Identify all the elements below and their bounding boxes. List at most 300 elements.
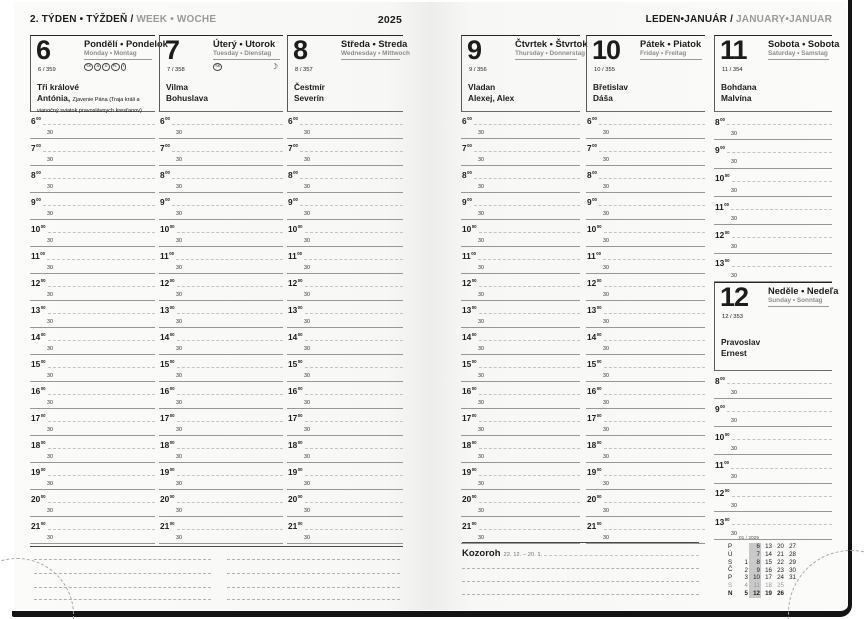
hour-label: $17^{00}$ xyxy=(587,413,602,424)
hour-row xyxy=(714,512,832,526)
name-days xyxy=(468,82,577,104)
hour-row xyxy=(714,169,832,183)
hour-label: $13^{00}$ xyxy=(715,516,730,527)
holiday-badge-row xyxy=(84,62,152,71)
hour-writing-line xyxy=(604,232,705,233)
half-hour-row xyxy=(714,470,832,484)
mini-calendar-date xyxy=(737,543,749,551)
hour-label: $7^{00}$ xyxy=(160,143,170,154)
half-hour-label: 30 xyxy=(47,507,53,514)
hour-minutes: 00 xyxy=(720,403,725,409)
zodiac-row xyxy=(462,548,699,559)
half-hour-row xyxy=(30,396,155,410)
hour-row xyxy=(159,139,283,153)
half-hour-label: 30 xyxy=(478,507,484,514)
hour-writing-line xyxy=(732,266,832,267)
hour-label: $19^{00}$ xyxy=(462,467,477,478)
day-ordinal: 11 / 354 xyxy=(722,67,743,73)
half-hour-row xyxy=(461,234,580,248)
hour-row xyxy=(461,139,580,153)
hour-minutes: 00 xyxy=(471,251,477,257)
hour-row xyxy=(714,112,832,126)
half-hour-row xyxy=(159,234,283,248)
notes-line xyxy=(227,587,400,588)
hour-label: $17^{00}$ xyxy=(31,413,46,424)
half-hour-label: 30 xyxy=(304,237,310,244)
half-hour-row xyxy=(30,450,155,464)
hour-minutes: 00 xyxy=(467,170,472,176)
half-hour-row xyxy=(287,504,403,518)
hour-row xyxy=(586,220,705,234)
half-hour-label: 30 xyxy=(731,244,737,251)
hour-minutes: 00 xyxy=(297,413,303,419)
hour-writing-line xyxy=(177,394,283,395)
hour-row xyxy=(159,301,283,315)
hour-row xyxy=(287,490,403,504)
hour-minutes: 00 xyxy=(724,258,730,264)
mini-calendar-date: 28 xyxy=(789,551,796,559)
hour-row xyxy=(586,517,705,531)
half-hour-row xyxy=(586,315,705,329)
half-hour-row xyxy=(586,288,705,302)
zodiac-name: Kozoroh xyxy=(462,548,501,559)
hour-minutes: 00 xyxy=(297,521,303,527)
day-ordinal: 10 / 355 xyxy=(594,67,615,73)
hour-writing-line xyxy=(599,178,705,179)
name-day: Čestmír xyxy=(294,82,325,92)
hour-writing-line xyxy=(48,286,155,287)
half-hour-label: 30 xyxy=(478,264,484,271)
hour-label: $21^{00}$ xyxy=(462,521,477,532)
mini-calendar-row xyxy=(728,590,797,598)
name-day: Vladan xyxy=(468,82,496,92)
hour-label: $12^{00}$ xyxy=(160,278,175,289)
half-hour-label: 30 xyxy=(47,534,53,541)
day-title-rule xyxy=(341,59,400,60)
name-day: Pravoslav xyxy=(721,336,761,347)
half-hour-label: 30 xyxy=(47,453,53,460)
hour-minutes: 00 xyxy=(596,521,602,527)
name-days xyxy=(721,82,829,104)
hour-minutes: 00 xyxy=(169,440,175,446)
hour-minutes: 00 xyxy=(169,305,175,311)
hour-minutes: 00 xyxy=(720,116,725,122)
hour-row xyxy=(714,254,832,268)
half-hour-label: 30 xyxy=(304,399,310,406)
page-right xyxy=(436,8,838,608)
day-name-en-de: Monday • Montag xyxy=(84,50,137,57)
half-hour-row xyxy=(287,153,403,167)
hour-label: $10^{00}$ xyxy=(587,224,602,235)
half-hour-row xyxy=(714,441,832,455)
day-header xyxy=(586,35,705,112)
hour-minutes: 00 xyxy=(297,386,303,392)
half-hour-row xyxy=(586,261,705,275)
hour-label: $12^{00}$ xyxy=(587,278,602,289)
half-hour-row xyxy=(287,261,403,275)
notes-line xyxy=(34,559,211,560)
hour-minutes: 00 xyxy=(596,359,602,365)
half-hour-label: 30 xyxy=(478,237,484,244)
hour-row xyxy=(30,139,155,153)
day-name-en-de: Wednesday • Mittwoch xyxy=(341,50,410,57)
half-hour-label: 30 xyxy=(478,399,484,406)
hour-writing-line xyxy=(48,340,155,341)
notes-divider xyxy=(30,546,403,547)
hour-writing-line xyxy=(177,502,283,503)
hour-label: $7^{00}$ xyxy=(31,143,41,154)
notes-line xyxy=(462,581,699,582)
hour-writing-line xyxy=(305,421,403,422)
notes-line xyxy=(462,594,699,595)
hour-minutes: 00 xyxy=(467,116,472,122)
hour-writing-line xyxy=(604,340,705,341)
half-hour-label: 30 xyxy=(304,453,310,460)
mini-calendar-date: 6 xyxy=(749,543,761,551)
day-number: 9 xyxy=(467,35,482,65)
hour-minutes: 00 xyxy=(596,467,602,473)
hour-writing-line xyxy=(48,232,155,233)
hour-writing-line xyxy=(172,151,283,152)
hour-label: $11^{00}$ xyxy=(587,251,602,262)
hour-minutes: 00 xyxy=(471,305,477,311)
time-grid xyxy=(714,371,832,540)
day-titles xyxy=(768,283,839,307)
hour-row xyxy=(714,225,832,239)
hour-minutes: 00 xyxy=(40,521,46,527)
hour-label: $9^{00}$ xyxy=(587,197,597,208)
time-grid xyxy=(586,112,705,544)
half-hour-row xyxy=(714,154,832,168)
mini-calendar-row xyxy=(728,559,797,567)
half-hour-label: 30 xyxy=(603,156,609,163)
mini-calendar-date: 4 xyxy=(744,582,748,590)
half-hour-label: 30 xyxy=(176,264,182,271)
notes-line xyxy=(227,599,400,600)
hour-minutes: 00 xyxy=(40,251,46,257)
hour-writing-line xyxy=(732,237,832,238)
hour-minutes: 00 xyxy=(724,432,730,438)
hour-label: $21^{00}$ xyxy=(160,521,175,532)
hour-minutes: 00 xyxy=(40,440,46,446)
half-hour-label: 30 xyxy=(731,272,737,279)
hour-label: $15^{00}$ xyxy=(288,359,303,370)
hour-row xyxy=(586,139,705,153)
hour-row xyxy=(586,409,705,423)
half-hour-row xyxy=(461,315,580,329)
hour-writing-line xyxy=(176,259,283,260)
half-hour-label: 30 xyxy=(47,399,53,406)
hour-row xyxy=(287,328,403,342)
half-hour-row xyxy=(30,126,155,140)
hour-row xyxy=(461,355,580,369)
half-hour-label: 30 xyxy=(47,345,53,352)
half-hour-label: 30 xyxy=(47,264,53,271)
half-hour-label: 30 xyxy=(176,507,182,514)
half-hour-row xyxy=(159,369,283,383)
half-hour-row xyxy=(586,180,705,194)
hour-writing-line xyxy=(732,524,832,525)
holiday-badge-icon: SK xyxy=(213,63,222,71)
day-titles xyxy=(515,36,588,60)
half-hour-row xyxy=(714,211,832,225)
day-name-cs-sk: Čtvrtek • Štvrtok xyxy=(515,39,588,49)
half-hour-row xyxy=(586,126,705,140)
name-days xyxy=(721,337,829,359)
hour-label: $16^{00}$ xyxy=(31,386,46,397)
half-hour-row xyxy=(30,477,155,491)
hour-row xyxy=(461,193,580,207)
mini-calendar-row xyxy=(728,582,797,590)
half-hour-row xyxy=(159,504,283,518)
half-hour-row xyxy=(159,315,283,329)
hour-row xyxy=(714,197,832,211)
hour-label: $10^{00}$ xyxy=(715,173,730,184)
half-hour-label: 30 xyxy=(603,426,609,433)
hour-writing-line xyxy=(43,124,155,125)
hour-row xyxy=(586,328,705,342)
day-number: 12 xyxy=(720,281,749,312)
mini-calendar-date: 2 xyxy=(744,566,748,574)
hour-label: $8^{00}$ xyxy=(715,375,725,386)
half-hour-row xyxy=(461,207,580,221)
mini-calendar-date: 11 xyxy=(749,582,761,590)
day-titles xyxy=(213,36,283,71)
hour-row xyxy=(586,193,705,207)
hour-writing-line xyxy=(727,411,832,412)
hour-row xyxy=(287,436,403,450)
hour-writing-line xyxy=(300,124,403,125)
hour-row xyxy=(586,463,705,477)
half-hour-label: 30 xyxy=(304,534,310,541)
hour-minutes: 00 xyxy=(596,224,602,230)
notes-line xyxy=(462,568,699,569)
hour-label: $8^{00}$ xyxy=(31,170,41,181)
hour-writing-line xyxy=(732,439,832,440)
mini-calendar-date: 23 xyxy=(777,566,784,574)
hour-label: $9^{00}$ xyxy=(288,197,298,208)
hour-label: $16^{00}$ xyxy=(462,386,477,397)
half-hour-row xyxy=(287,180,403,194)
day-ordinal: 9 / 356 xyxy=(469,67,487,73)
half-hour-row xyxy=(461,477,580,491)
hour-minutes: 00 xyxy=(293,116,298,122)
hour-row xyxy=(30,355,155,369)
hour-label: $19^{00}$ xyxy=(288,467,303,478)
hour-label: $16^{00}$ xyxy=(160,386,175,397)
day-ordinal: 12 / 353 xyxy=(722,313,743,320)
half-hour-row xyxy=(714,498,832,512)
hour-writing-line xyxy=(300,151,403,152)
day-number: 8 xyxy=(293,35,308,65)
hour-writing-line xyxy=(474,178,580,179)
half-hour-label: 30 xyxy=(731,417,737,424)
hour-row xyxy=(30,274,155,288)
hour-minutes: 00 xyxy=(471,224,477,230)
day-name-en-de: Sunday • Sonntag xyxy=(768,296,823,304)
half-hour-label: 30 xyxy=(603,534,609,541)
hour-writing-line xyxy=(47,259,155,260)
hour-minutes: 00 xyxy=(297,332,303,338)
hour-minutes: 00 xyxy=(724,173,730,179)
day-name-en-de: Saturday • Samstag xyxy=(768,50,828,57)
hour-label: $15^{00}$ xyxy=(462,359,477,370)
half-hour-row xyxy=(586,450,705,464)
hour-row xyxy=(461,274,580,288)
hour-minutes: 00 xyxy=(40,413,46,419)
half-hour-row xyxy=(714,413,832,427)
hour-writing-line xyxy=(300,205,403,206)
moon-phase-icon: ☽ xyxy=(270,62,278,71)
name-day: Bohuslava xyxy=(166,92,208,103)
week-header xyxy=(30,14,404,32)
day-header xyxy=(159,35,283,112)
half-hour-label: 30 xyxy=(731,131,737,138)
half-hour-label: 30 xyxy=(731,530,737,537)
hour-minutes: 00 xyxy=(293,170,298,176)
hour-minutes: 00 xyxy=(297,494,303,500)
notes-line xyxy=(544,555,699,556)
half-hour-row xyxy=(159,126,283,140)
hour-writing-line xyxy=(727,152,832,153)
hour-writing-line xyxy=(177,340,283,341)
mini-calendar-day-label: S xyxy=(728,582,733,590)
name-days xyxy=(593,82,702,104)
hour-writing-line xyxy=(604,475,705,476)
half-hour-label: 30 xyxy=(304,156,310,163)
half-hour-row xyxy=(30,180,155,194)
mini-calendar-day-label: N xyxy=(728,589,733,597)
half-hour-label: 30 xyxy=(304,480,310,487)
hour-label: $21^{00}$ xyxy=(288,521,303,532)
mini-calendar-day-label: P xyxy=(728,543,733,551)
hour-minutes: 00 xyxy=(471,440,477,446)
half-hour-label: 30 xyxy=(478,291,484,298)
mini-calendar-day-label: Ú xyxy=(728,550,733,558)
mini-calendar-date: 14 xyxy=(765,551,772,559)
hour-label: $13^{00}$ xyxy=(288,305,303,316)
half-hour-row xyxy=(287,423,403,437)
mini-calendar-date: 17 xyxy=(765,574,772,582)
day-title-rule xyxy=(640,59,702,60)
half-hour-label: 30 xyxy=(304,507,310,514)
hour-label: $13^{00}$ xyxy=(160,305,175,316)
hour-minutes: 00 xyxy=(596,386,602,392)
hour-minutes: 00 xyxy=(471,359,477,365)
hour-label: $13^{00}$ xyxy=(462,305,477,316)
hour-label: $19^{00}$ xyxy=(160,467,175,478)
day-column xyxy=(287,35,410,544)
mini-calendar-date: 26 xyxy=(777,590,784,598)
hour-label: $12^{00}$ xyxy=(462,278,477,289)
hour-minutes: 00 xyxy=(165,116,170,122)
half-hour-label: 30 xyxy=(304,426,310,433)
hour-row xyxy=(159,436,283,450)
hour-writing-line xyxy=(604,502,705,503)
name-days xyxy=(294,82,400,104)
hour-writing-line xyxy=(305,475,403,476)
day-titles xyxy=(84,36,168,71)
hour-writing-line xyxy=(48,313,155,314)
hour-label: $20^{00}$ xyxy=(288,494,303,505)
half-hour-row xyxy=(159,531,283,545)
hour-minutes: 00 xyxy=(592,170,597,176)
hour-label: $7^{00}$ xyxy=(462,143,472,154)
hour-label: $9^{00}$ xyxy=(715,403,725,414)
hour-minutes: 00 xyxy=(297,305,303,311)
day-header xyxy=(714,35,840,112)
half-hour-label: 30 xyxy=(176,534,182,541)
hour-row xyxy=(714,140,832,154)
half-hour-label: 30 xyxy=(176,318,182,325)
hour-minutes: 00 xyxy=(471,494,477,500)
hour-writing-line xyxy=(43,205,155,206)
half-hour-row xyxy=(714,385,832,399)
hour-minutes: 00 xyxy=(596,251,602,257)
holiday-badge-icon: PL xyxy=(111,63,120,71)
hour-writing-line xyxy=(48,502,155,503)
hour-writing-line xyxy=(478,259,580,260)
hour-minutes: 00 xyxy=(293,197,298,203)
hour-label: $18^{00}$ xyxy=(160,440,175,451)
hour-row xyxy=(30,193,155,207)
half-hour-label: 30 xyxy=(47,318,53,325)
hour-writing-line xyxy=(479,367,580,368)
hour-writing-line xyxy=(305,529,403,530)
mini-calendar xyxy=(728,537,797,598)
hour-row xyxy=(30,436,155,450)
hour-writing-line xyxy=(48,448,155,449)
hour-writing-line xyxy=(172,124,283,125)
half-hour-label: 30 xyxy=(731,389,737,396)
hour-minutes: 00 xyxy=(169,413,175,419)
hour-minutes: 00 xyxy=(297,278,303,284)
hour-row xyxy=(159,166,283,180)
hour-row xyxy=(287,193,403,207)
notes-line xyxy=(227,573,400,574)
time-grid xyxy=(287,112,403,544)
hour-row xyxy=(159,193,283,207)
mini-calendar-date: 22 xyxy=(777,558,784,566)
hour-minutes: 00 xyxy=(297,224,303,230)
hour-label: $15^{00}$ xyxy=(31,359,46,370)
hour-row xyxy=(159,409,283,423)
half-hour-row xyxy=(586,234,705,248)
hour-writing-line xyxy=(177,448,283,449)
hour-row xyxy=(287,382,403,396)
hour-row xyxy=(30,328,155,342)
hour-writing-line xyxy=(604,367,705,368)
holiday-badge-icon: I xyxy=(121,63,126,71)
hour-writing-line xyxy=(177,313,283,314)
half-hour-label: 30 xyxy=(304,264,310,271)
hour-minutes: 00 xyxy=(596,413,602,419)
hour-row xyxy=(287,301,403,315)
hour-row xyxy=(287,166,403,180)
year-label: 2025 xyxy=(377,14,402,26)
week-title: 2. TÝDEN • TÝŽDEŇ / xyxy=(30,14,134,25)
mini-calendar-date: 27 xyxy=(789,543,796,551)
hour-minutes: 00 xyxy=(36,116,41,122)
half-hour-label: 30 xyxy=(478,534,484,541)
zodiac-date-range: 22. 12. – 20. 1. xyxy=(503,552,543,558)
half-hour-row xyxy=(30,423,155,437)
hour-row xyxy=(287,517,403,531)
hour-minutes: 00 xyxy=(40,494,46,500)
hour-writing-line xyxy=(48,421,155,422)
half-hour-row xyxy=(586,504,705,518)
half-hour-row xyxy=(461,450,580,464)
